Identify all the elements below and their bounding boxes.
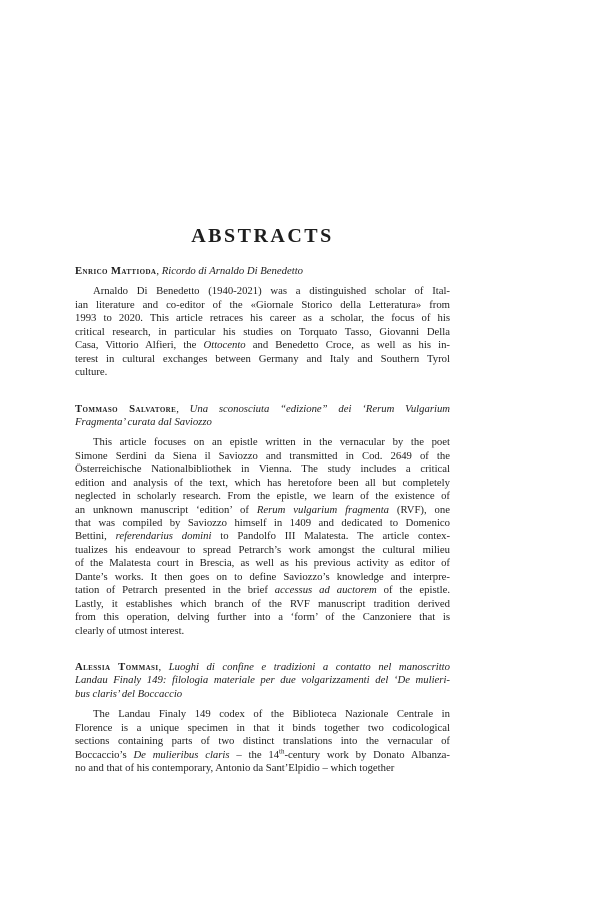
text-segment: Casa, Vittorio Alfieri, the [75, 339, 204, 352]
body-line [75, 366, 450, 379]
body-line [75, 557, 450, 570]
text-segment: ian literature and co-editor of the «Giornale Storico della Letteratura» from [75, 298, 450, 311]
abstract-heading [75, 265, 450, 278]
body-line [75, 598, 450, 611]
text-segment: Boccaccio’s [75, 748, 134, 761]
abstract-heading [75, 661, 450, 701]
text-segment: accessus ad auctorem [274, 584, 377, 597]
text-segment: to Pandolfo III Malatesta. The article contex- [211, 530, 450, 543]
body-line [75, 625, 450, 638]
text-segment: and Benedetto Croce, as well as his in- [245, 339, 450, 352]
body-line [75, 749, 450, 762]
body-line [75, 504, 450, 517]
text-segment: Österreichische Nationalbibliothek in Vienna. The study includes a critical [75, 463, 450, 476]
heading-line [75, 661, 450, 674]
text-segment: an unknown manuscript ‘edition’ of [75, 503, 257, 516]
abstract-entry [75, 403, 450, 638]
abstract-heading [75, 403, 450, 430]
body-line [75, 611, 450, 624]
abstract-body [75, 285, 450, 379]
text-segment: The Landau Finaly 149 codex of the Biblioteca Nazionale Centrale in [93, 708, 450, 721]
text-segment: tation of Petrarch presented in the brief [75, 584, 275, 597]
body-line [75, 571, 450, 584]
text-segment: Ricordo di Arnaldo Di Benedetto [161, 265, 304, 277]
text-segment: -century work by Donato Albanza- [284, 748, 450, 761]
text-segment: culture. [75, 366, 108, 379]
text-segment: Dante’s works. It then goes on to define Saviozzo’s knowledge and interpre- [75, 570, 450, 583]
text-segment: critical research, in particular his studies on Torquato Tasso, Giovanni Della [75, 325, 450, 338]
author-name: Alessia Tommasi [75, 660, 159, 673]
abstract-body [75, 708, 450, 775]
body-line [75, 312, 450, 325]
text-segment: Florence is a unique specimen in that it binds together two codicological [75, 721, 450, 734]
body-line [75, 708, 450, 721]
text-segment: Fragmenta’ curata dal Saviozzo [75, 415, 212, 428]
text-segment: , [176, 402, 190, 415]
text-segment: Rerum vulgarium fragmenta [256, 503, 390, 516]
heading-line [75, 403, 450, 416]
text-segment: bus claris’ del Boccaccio [75, 687, 183, 700]
text-segment: Bettini, [75, 530, 116, 543]
body-line [75, 326, 450, 339]
body-line [75, 477, 450, 490]
text-segment: Lastly, it establishes which branch of the RVF manuscript tradition derived [75, 597, 450, 610]
text-segment: This article focuses on an epistle written in the vernacular by the poet [93, 436, 450, 449]
text-segment: Simone Serdini da Siena il Saviozzo and transmitted in Cod. 2649 of the [75, 449, 450, 462]
text-segment: terest in cultural exchanges between Germany and Italy and Southern Tyrol [75, 352, 450, 365]
body-line [75, 762, 450, 775]
author-name: Tommaso Salvatore [75, 402, 177, 415]
body-line [75, 517, 450, 530]
text-segment: (RVF), one [389, 503, 450, 516]
text-segment: clearly of utmost interest. [75, 624, 185, 637]
body-line [75, 584, 450, 597]
author-name: Enrico Mattioda [75, 265, 157, 277]
heading-line [75, 688, 450, 701]
text-segment: tualizes his endeavour to spread Petrarch’s work amongst the cultural milieu [75, 543, 450, 556]
body-line [75, 299, 450, 312]
heading-line [75, 416, 450, 429]
text-segment: from this operation, delving further into a ‘form’ of the Canzoniere that is [75, 611, 450, 624]
text-segment: of the Malatesta court in Brescia, as well as his previous activity as editor of [75, 557, 450, 570]
body-line [75, 735, 450, 748]
heading-line [75, 674, 450, 687]
text-segment: sections containing parts of two distinct translations into the vernacular of [75, 735, 450, 748]
body-line [75, 722, 450, 735]
body-line [75, 544, 450, 557]
body-line [75, 530, 450, 543]
body-line [75, 463, 450, 476]
abstract-list [75, 265, 604, 775]
text-segment: – the 14 [229, 748, 280, 761]
body-line [75, 339, 450, 352]
body-line [75, 450, 450, 463]
heading-line [75, 265, 450, 278]
body-line [75, 436, 450, 449]
page-title: ABSTRACTS [191, 225, 334, 247]
body-line [75, 353, 450, 366]
abstract-entry [75, 265, 450, 380]
abstract-entry [75, 661, 450, 776]
text-segment: Arnaldo Di Benedetto (1940-2021) was a distinguished scholar of Ital- [93, 285, 450, 298]
text-segment: edition and analysis of the text, which has heretofore been all but completely [75, 476, 450, 489]
text-segment: no and that of his contemporary, Antonio da Sant’Elpidio – which together [75, 762, 395, 774]
text-segment: , [158, 660, 169, 673]
text-segment: Luoghi di confine e tradizioni a contatto nel manoscritto [168, 660, 450, 673]
body-line [75, 285, 450, 298]
abstract-body [75, 436, 450, 638]
text-segment: neglected in scholarly research. From the epistle, we learn of the existence of [75, 490, 450, 503]
text-segment: th [279, 748, 285, 755]
text-segment: Landau Finaly 149: filologia materiale per due volgarizzamenti del ‘De mulieri- [75, 674, 450, 687]
text-segment: , [156, 265, 162, 277]
text-segment: of the epistle. [376, 584, 450, 597]
text-segment: 1993 to 2020. This article retraces his career as a scholar, the focus of his [75, 312, 450, 325]
text-segment: De mulieribus claris [133, 748, 230, 761]
text-segment: that was compiled by Saviozzo himself in 1409 and dedicated to Domenico [75, 517, 450, 529]
body-line [75, 490, 450, 503]
text-segment: Una sconosciuta “edizione” dei ‘Rerum Vulgarium [189, 402, 450, 415]
text-segment: Ottocento [203, 339, 246, 352]
text-segment: referendarius domini [115, 530, 212, 543]
